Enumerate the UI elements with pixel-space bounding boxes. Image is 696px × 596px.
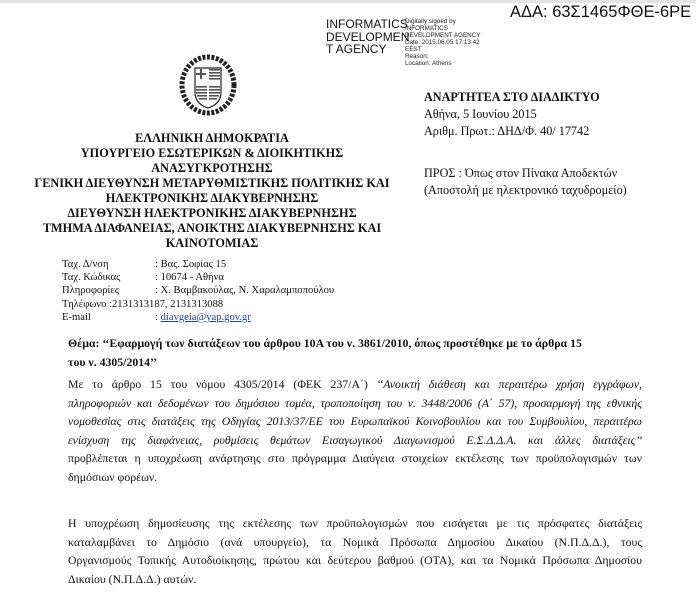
protocol-number: Αριθμ. Πρωτ.: ΔΗΔ/Φ. 40/ 17742 — [424, 124, 590, 138]
paragraph-line: προβλέπεται η υποχρέωση ανάρτησης στο πρόγραμμα Διαύγεια στοιχείων εκτέλεσης των προϋπολογισμών των — [68, 451, 642, 466]
email-value — [155, 311, 251, 324]
info-label: Πληροφορίες — [62, 285, 120, 297]
address-label: Ταχ. Δ/νση — [62, 259, 109, 270]
header-line: ΕΛΛΗΝΙΚΗ ΔΗΜΟΚΡΑΤΙΑ — [135, 131, 289, 145]
postcode-label: Ταχ. Κώδικας — [62, 272, 121, 284]
subject — [68, 334, 642, 372]
body-paragraph-1 — [68, 375, 642, 487]
signature-line: Location: Athens — [405, 60, 452, 67]
header-line: ΔΙΕΥΘΥΝΣΗ ΗΛΕΚΤΡΟΝΙΚΗΣ ΔΙΑΚΥΒΕΡΝΗΣΗΣ — [67, 206, 357, 220]
document-date: Αθήνα, 5 Ιουνίου 2015 — [424, 107, 537, 121]
paragraph-line: Δικαίου (Ν.Π.Δ.Δ.) αυτών. — [68, 571, 197, 586]
postcode-value: : 10674 - Αθήνα — [155, 272, 224, 284]
header-line: ΓΕΝΙΚΗ ΔΙΕΥΘΥΝΣΗ ΜΕΤΑΡΥΘΜΙΣΤΙΚΗΣ ΠΟΛΙΤΙΚΗΣ ΚΑΙ — [34, 176, 390, 190]
phone-value: Τηλέφωνο :2131313187, 2131313088 — [62, 298, 224, 310]
paragraph-line: νομοθεσίας στις διατάξεις της Οδηγίας 2013/37/ΕΕ του Ευρωπαϊκού Κοινοβουλίου και του Συμβουλίου, περαιτέρω — [68, 414, 642, 429]
signer-name-line: INFORMATICS — [326, 17, 408, 31]
signer-name-line: T AGENCY — [326, 42, 387, 56]
recipients: ΠΡΟΣ : Όπως στον Πίνακα Αποδεκτών — [424, 166, 618, 180]
signature-line: INFORMATICS — [405, 25, 448, 32]
signer-name — [326, 18, 409, 56]
email-label: E-mail — [62, 311, 91, 323]
delivery-note: (Αποστολή με ηλεκτρονικό ταχυδρομείο) — [424, 183, 627, 197]
phone-row — [62, 298, 223, 311]
signature-line: Reason: — [405, 53, 429, 60]
signature-line: Digitally signed by — [405, 18, 456, 25]
header-line: ΑΝΑΣΥΓΚΡΟΤΗΣΗΣ — [151, 161, 273, 175]
email-link[interactable]: diavgeia@yap.gov.gr — [160, 311, 251, 323]
subject-line: Θέμα: ‘‘Εφαρμογή των διατάξεων του άρθρου 10Α του ν. 3861/2010, όπως προστέθηκε με το άρθρα 15 — [68, 336, 582, 350]
subject-line: του ν. 4305/2014’’ — [68, 355, 158, 369]
email-separator: : — [155, 311, 161, 323]
info-value: : Χ. Βαμβακούλας, Ν. Χαραλαμποπούλου — [155, 285, 335, 297]
paragraph-line: ενίσχυση της διαφάνειας, ρυθμίσεις θεμάτων Εισαγωγικού Διαγωνισμού Ε.Σ.Δ.Δ.Α. και άλλες διατάξεις’’ — [68, 432, 642, 447]
signer-name-line: DEVELOPMEN — [326, 29, 410, 44]
postcode-row — [62, 271, 223, 284]
signature-line: Date: 2015.06.05 17:13:42 — [405, 39, 480, 46]
publish-notice: ΑΝΑΡΤΗΤΕΑ ΣΤΟ ΔΙΑΔΙΚΤΥΟ — [424, 90, 600, 104]
paragraph-line: Οργανισμούς Τοπικής Αυτοδιοίκησης, πρώτου και δεύτερου βαθμού (ΟΤΑ), και τα Νομικά Πρόσωπα Δημοσίου — [68, 553, 642, 568]
paragraph-line: Η υποχρέωση δημοσίευσης της εκτέλεσης των προϋπολογισμών που εισάγεται με τις πρόσφατες διατάξεις — [68, 516, 642, 530]
paragraph-line — [68, 375, 642, 394]
paragraph-line: δημόσιων φορέων. — [68, 469, 158, 484]
paragraph-line: καταλαμβάνει το Δημόσιο (ανά υπουργείο), τα Νομικά Πρόσωπα Δημοσίου Δικαίου (Ν.Π.Δ.Δ.), τους — [68, 534, 642, 549]
header-line: ΚΑΙΝΟΤΟΜΙΑΣ — [165, 236, 259, 250]
header-line: ΥΠΟΥΡΓΕΙΟ ΕΣΩΤΕΡΙΚΩΝ & ΔΙΟΙΚΗΤΙΚΗΣ — [80, 146, 344, 160]
ada-number: ΑΔΑ: 63Σ1465ΦΘΕ-6ΡΕ — [510, 3, 692, 21]
header-line: ΗΛΕΚΤΡΟΝΙΚΗΣ ΔΙΑΚΥΒΕΡΝΗΣΗΣ — [105, 191, 319, 205]
issuing-authority-header — [0, 131, 424, 251]
greek-coat-of-arms-icon — [178, 52, 238, 116]
signature-line: EEST — [405, 46, 422, 53]
law-title-segment: ‘‘Ανοικτή διάθεση και περαιτέρω χρήση εγγράφων, — [376, 377, 643, 391]
digital-signature-details — [405, 18, 480, 67]
email-row — [62, 311, 251, 324]
contact-details — [62, 258, 335, 324]
address-row — [62, 258, 227, 271]
body-paragraph-2 — [68, 514, 642, 588]
text-segment: Με το άρθρο 15 του νόμου 4305/2014 (ΦΕΚ 237/Α΄) — [68, 377, 377, 391]
paragraph-line: πληροφοριών και δεδομένων του δημόσιου τομέα, τροποποίηση του ν. 3448/2006 (Α΄ 57), προσαρμογή της εθνικής — [68, 395, 642, 410]
info-row — [62, 284, 335, 297]
header-line: ΤΜΗΜΑ ΔΙΑΦΑΝΕΙΑΣ, ΑΝΟΙΚΤΗΣ ΔΙΑΚΥΒΕΡΝΗΣΗΣ ΚΑΙ — [42, 221, 382, 235]
address-value: : Βας. Σοφίας 15 — [155, 259, 227, 270]
signature-line: DEVELOPMENT AGENCY — [405, 32, 481, 39]
